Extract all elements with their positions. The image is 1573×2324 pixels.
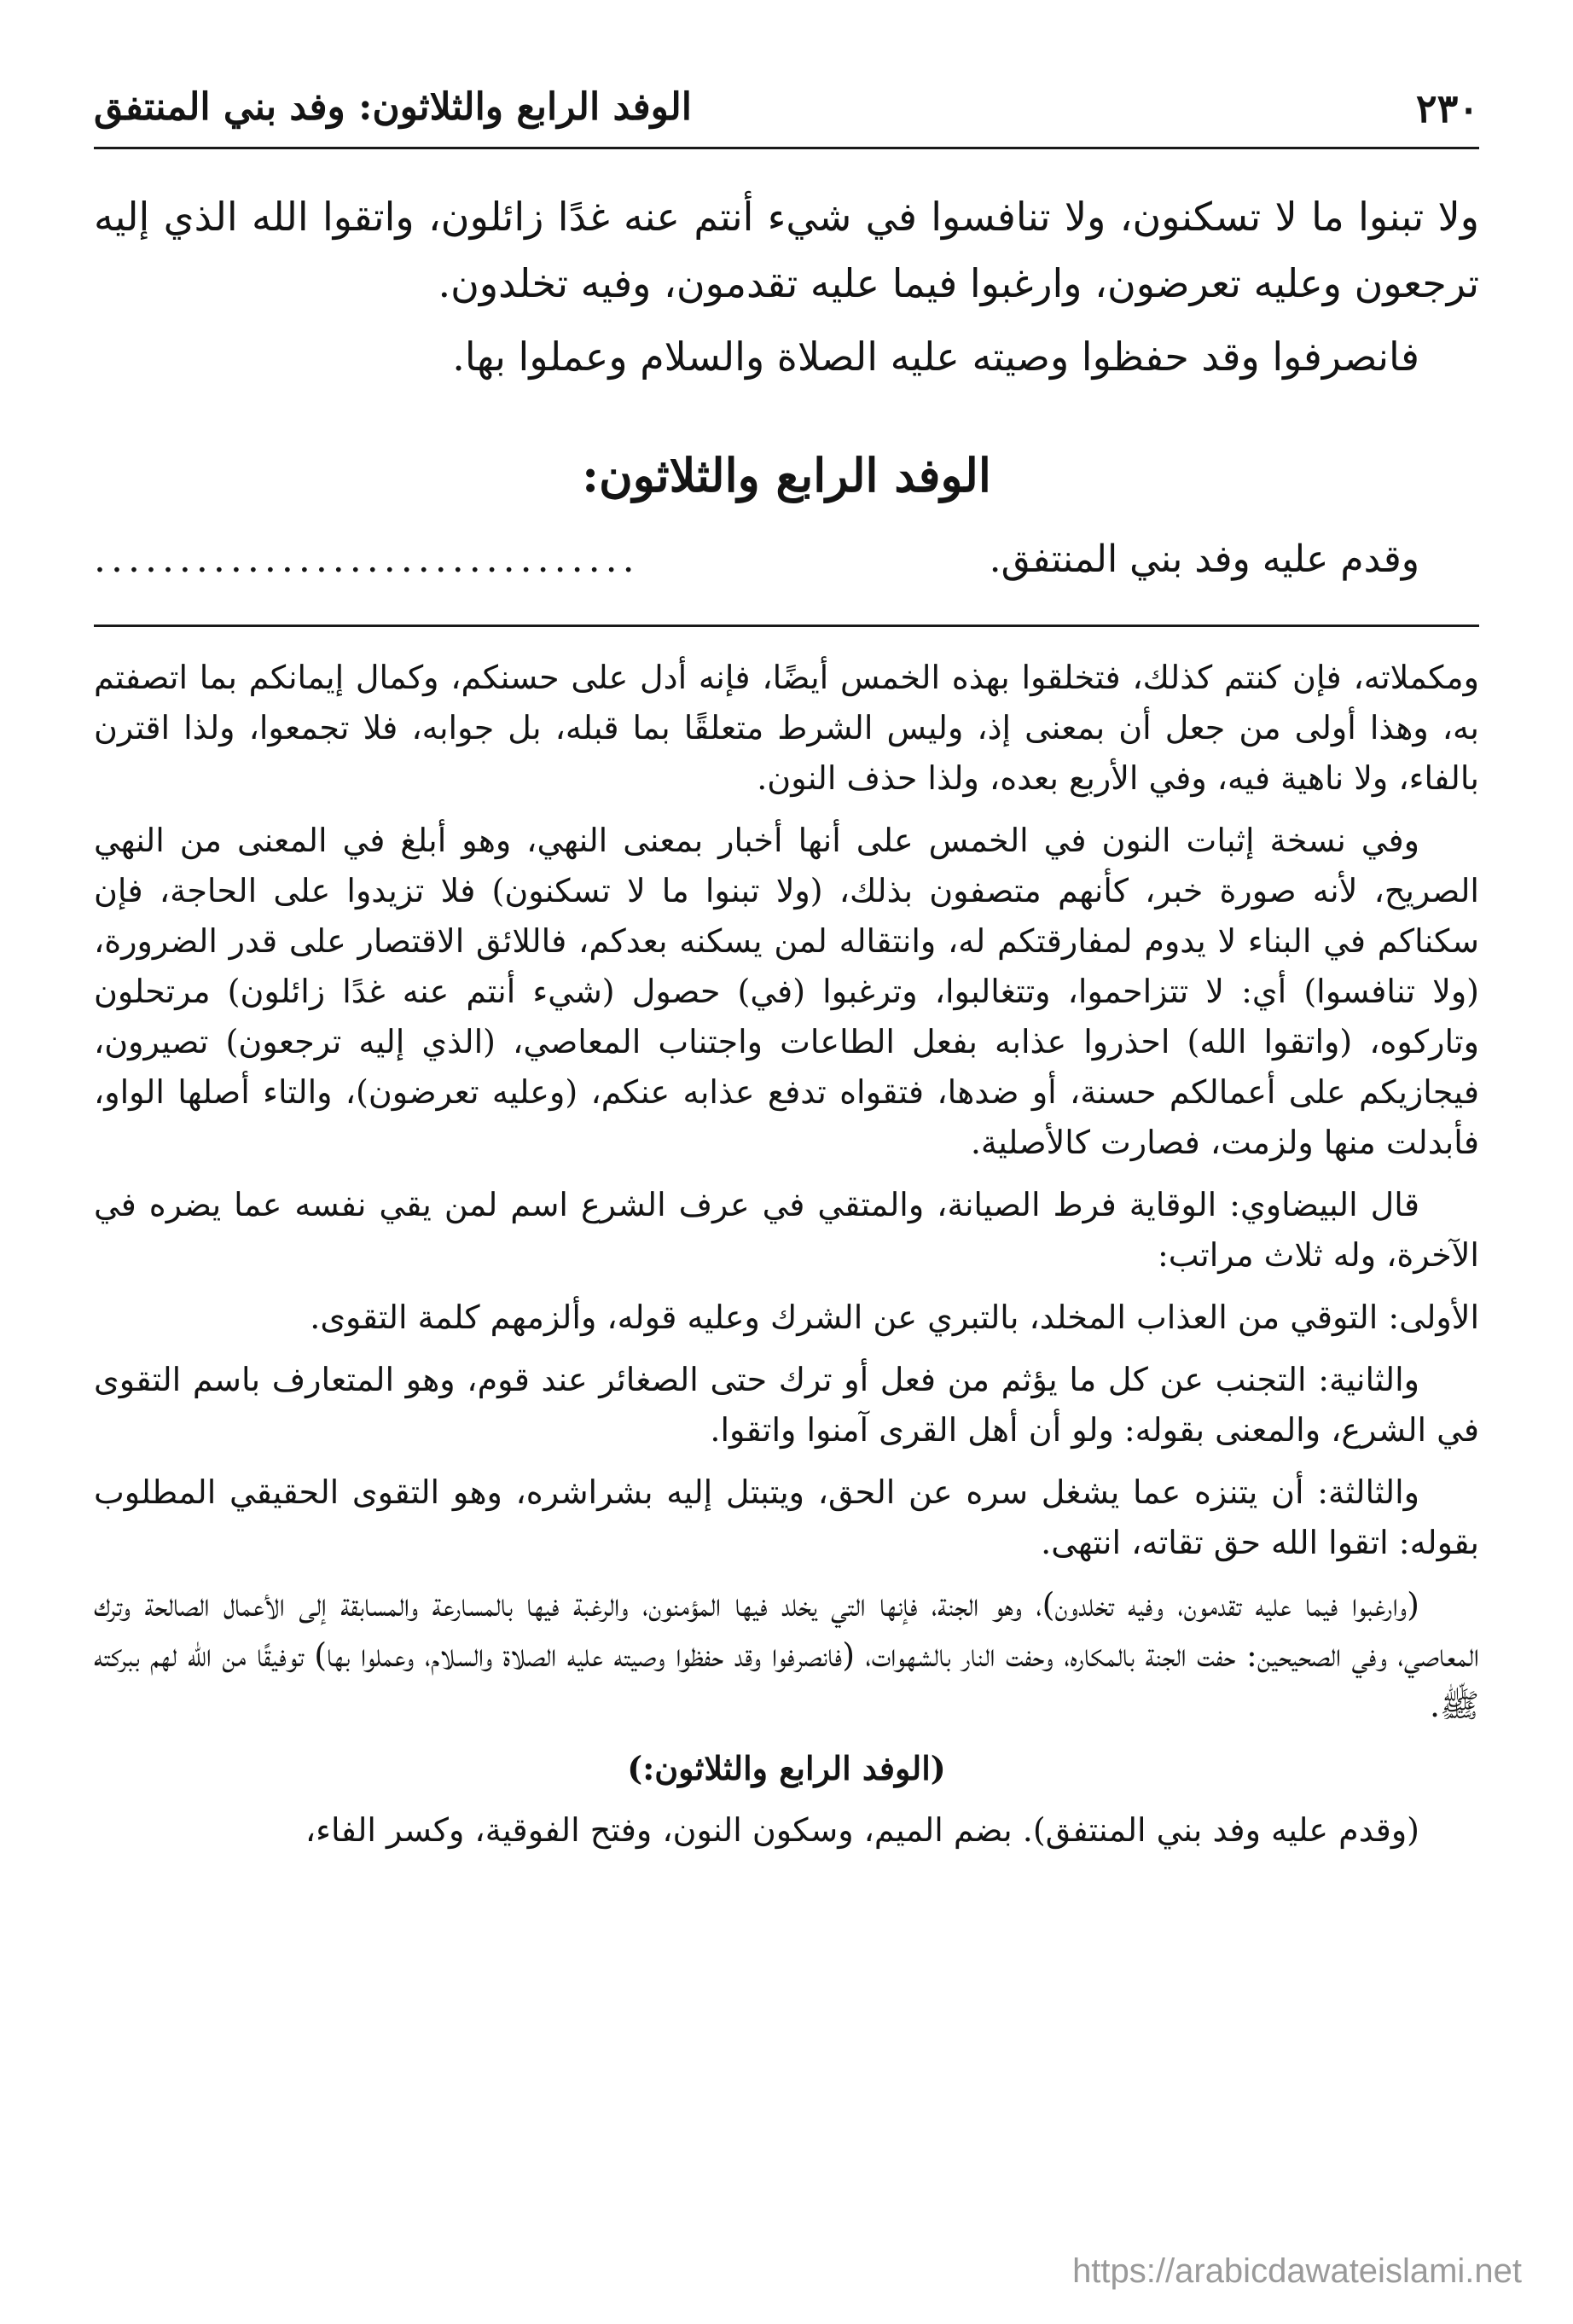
commentary-paragraph: قال البيضاوي: الوقاية فرط الصيانة، والمتقي في عرف الشرع اسم لمن يقي نفسه عما يضره في الآخرة، وله ثلاث مراتب: <box>94 1186 1479 1274</box>
commentary-paragraph: وفي نسخة إثبات النون في الخمس على أنها أخبار بمعنى النهي، وهو أبلغ في المعنى من النهي الصريح، لأنه صورة خبر، كأنهم متصفون بذلك، (ولا تبنوا ما لا تسكنون) فلا تزيدوا على الحاجة، فإن سكناكم في البناء لا يدوم لمفارقتكم له، وانتقاله لمن يسكنه بعدكم، فاللائق الاقتصار على قدر الضرورة، (ولا تنافسوا) أي: لا تتزاحموا، وتتغالبوا، وترغبوا (في) حصول (شيء أنتم عنه غدًا زائلون) مرتحلون وتاركوه، (واتقوا الله) احذروا عذابه بفعل الطاعات واجتناب المعاصي، (الذي إليه ترجعون) تصيرون، فيجازيكم على أعمالكم حسنة، أو ضدها، فتقواه تدفع عذابه عنكم، (وعليه تعرضون)، والتاء أصلها الواو، فأبدلت منها ولزمت، فصارت كالأصلية. <box>94 822 1479 1161</box>
commentary-text <box>94 653 1479 1868</box>
commentary-paragraph: والثالثة: أن يتنزه عما يشغل سره عن الحق، ويتبتل إليه بشراشره، وهو التقوى الحقيقي المطلوب بقوله: اتقوا الله حق تقاته، انتهى. <box>94 1473 1479 1561</box>
commentary-heading: (الوفد الرابع والثلاثون:) <box>627 1749 946 1787</box>
page-number: ٢٣٠ <box>1415 85 1479 131</box>
matn-paragraph: ولا تبنوا ما لا تسكنون، ولا تنافسوا في شيء أنتم عنه غدًا زائلون، واتقوا الله الذي إليه ترجعون وعليه تعرضون، وارغبوا فيما عليه تقدمون، وفيه تخلدون. <box>94 194 1479 306</box>
commentary-paragraph: الأولى: التوقي من العذاب المخلد، بالتبري عن الشرك وعليه قوله، وألزمهم كلمة التقوى. <box>310 1299 1479 1336</box>
divider <box>94 625 1479 627</box>
matn-text <box>94 183 1479 390</box>
continuation-dots: ................................ <box>94 537 640 581</box>
page-header <box>94 78 1479 149</box>
commentary-paragraph: (وقدم عليه وفد بني المنتفق). بضم الميم، وسكون النون، وفتح الفوقية، وكسر الفاء، <box>305 1811 1419 1849</box>
commentary-paragraph: ومكملاته، فإن كنتم كذلك، فتخلقوا بهذه الخمس أيضًا، فإنه أدل على حسنكم، وكمال إيمانكم بما اتصفتم به، وهذا أولى من جعل أن بمعنى إذ، وليس الشرط متعلقًا بما قبله، بل جوابه، فلا تجمعوا، ولذا اقترن بالفاء، ولا ناهية فيه، وفي الأربع بعده، ولذا حذف النون. <box>94 659 1479 797</box>
commentary-paragraph: (وارغبوا فيما عليه تقدمون، وفيه تخلدون)، وهو الجنة، فإنها التي يخلد فيها المؤمنون، والرغبة فيها بالمسارعة والمسابقة إلى الأعمال الصالحة وترك المعاصي، وفي الصحيحين: حفت الجنة بالمكاره، وحفت النار بالشهوات، (فانصرفوا وقد حفظوا وصيته عليه الصلاة والسلام، وعملوا بها) توفيقًا من الله لهم ببركته ﷺ. <box>94 1586 1479 1724</box>
continuation-line <box>94 537 1479 606</box>
commentary-paragraph: والثانية: التجنب عن كل ما يؤثم من فعل أو ترك حتى الصغائر عند قوم، وهو المتعارف باسم التقوى في الشرع، والمعنى بقوله: ولو أن أهل القرى آمنوا واتقوا. <box>94 1361 1479 1449</box>
watermark-url: https://arabicdawateislami.net <box>1072 2252 1522 2290</box>
running-title: الوفد الرابع والثلاثون: وفد بني المنتفق <box>94 85 692 129</box>
matn-paragraph: فانصرفوا وقد حفظوا وصيته عليه الصلاة والسلام وعملوا بها. <box>452 334 1419 380</box>
continuation-text: وقدم عليه وفد بني المنتفق. <box>989 537 1419 581</box>
section-heading: الوفد الرابع والثلاثون: <box>582 448 991 503</box>
